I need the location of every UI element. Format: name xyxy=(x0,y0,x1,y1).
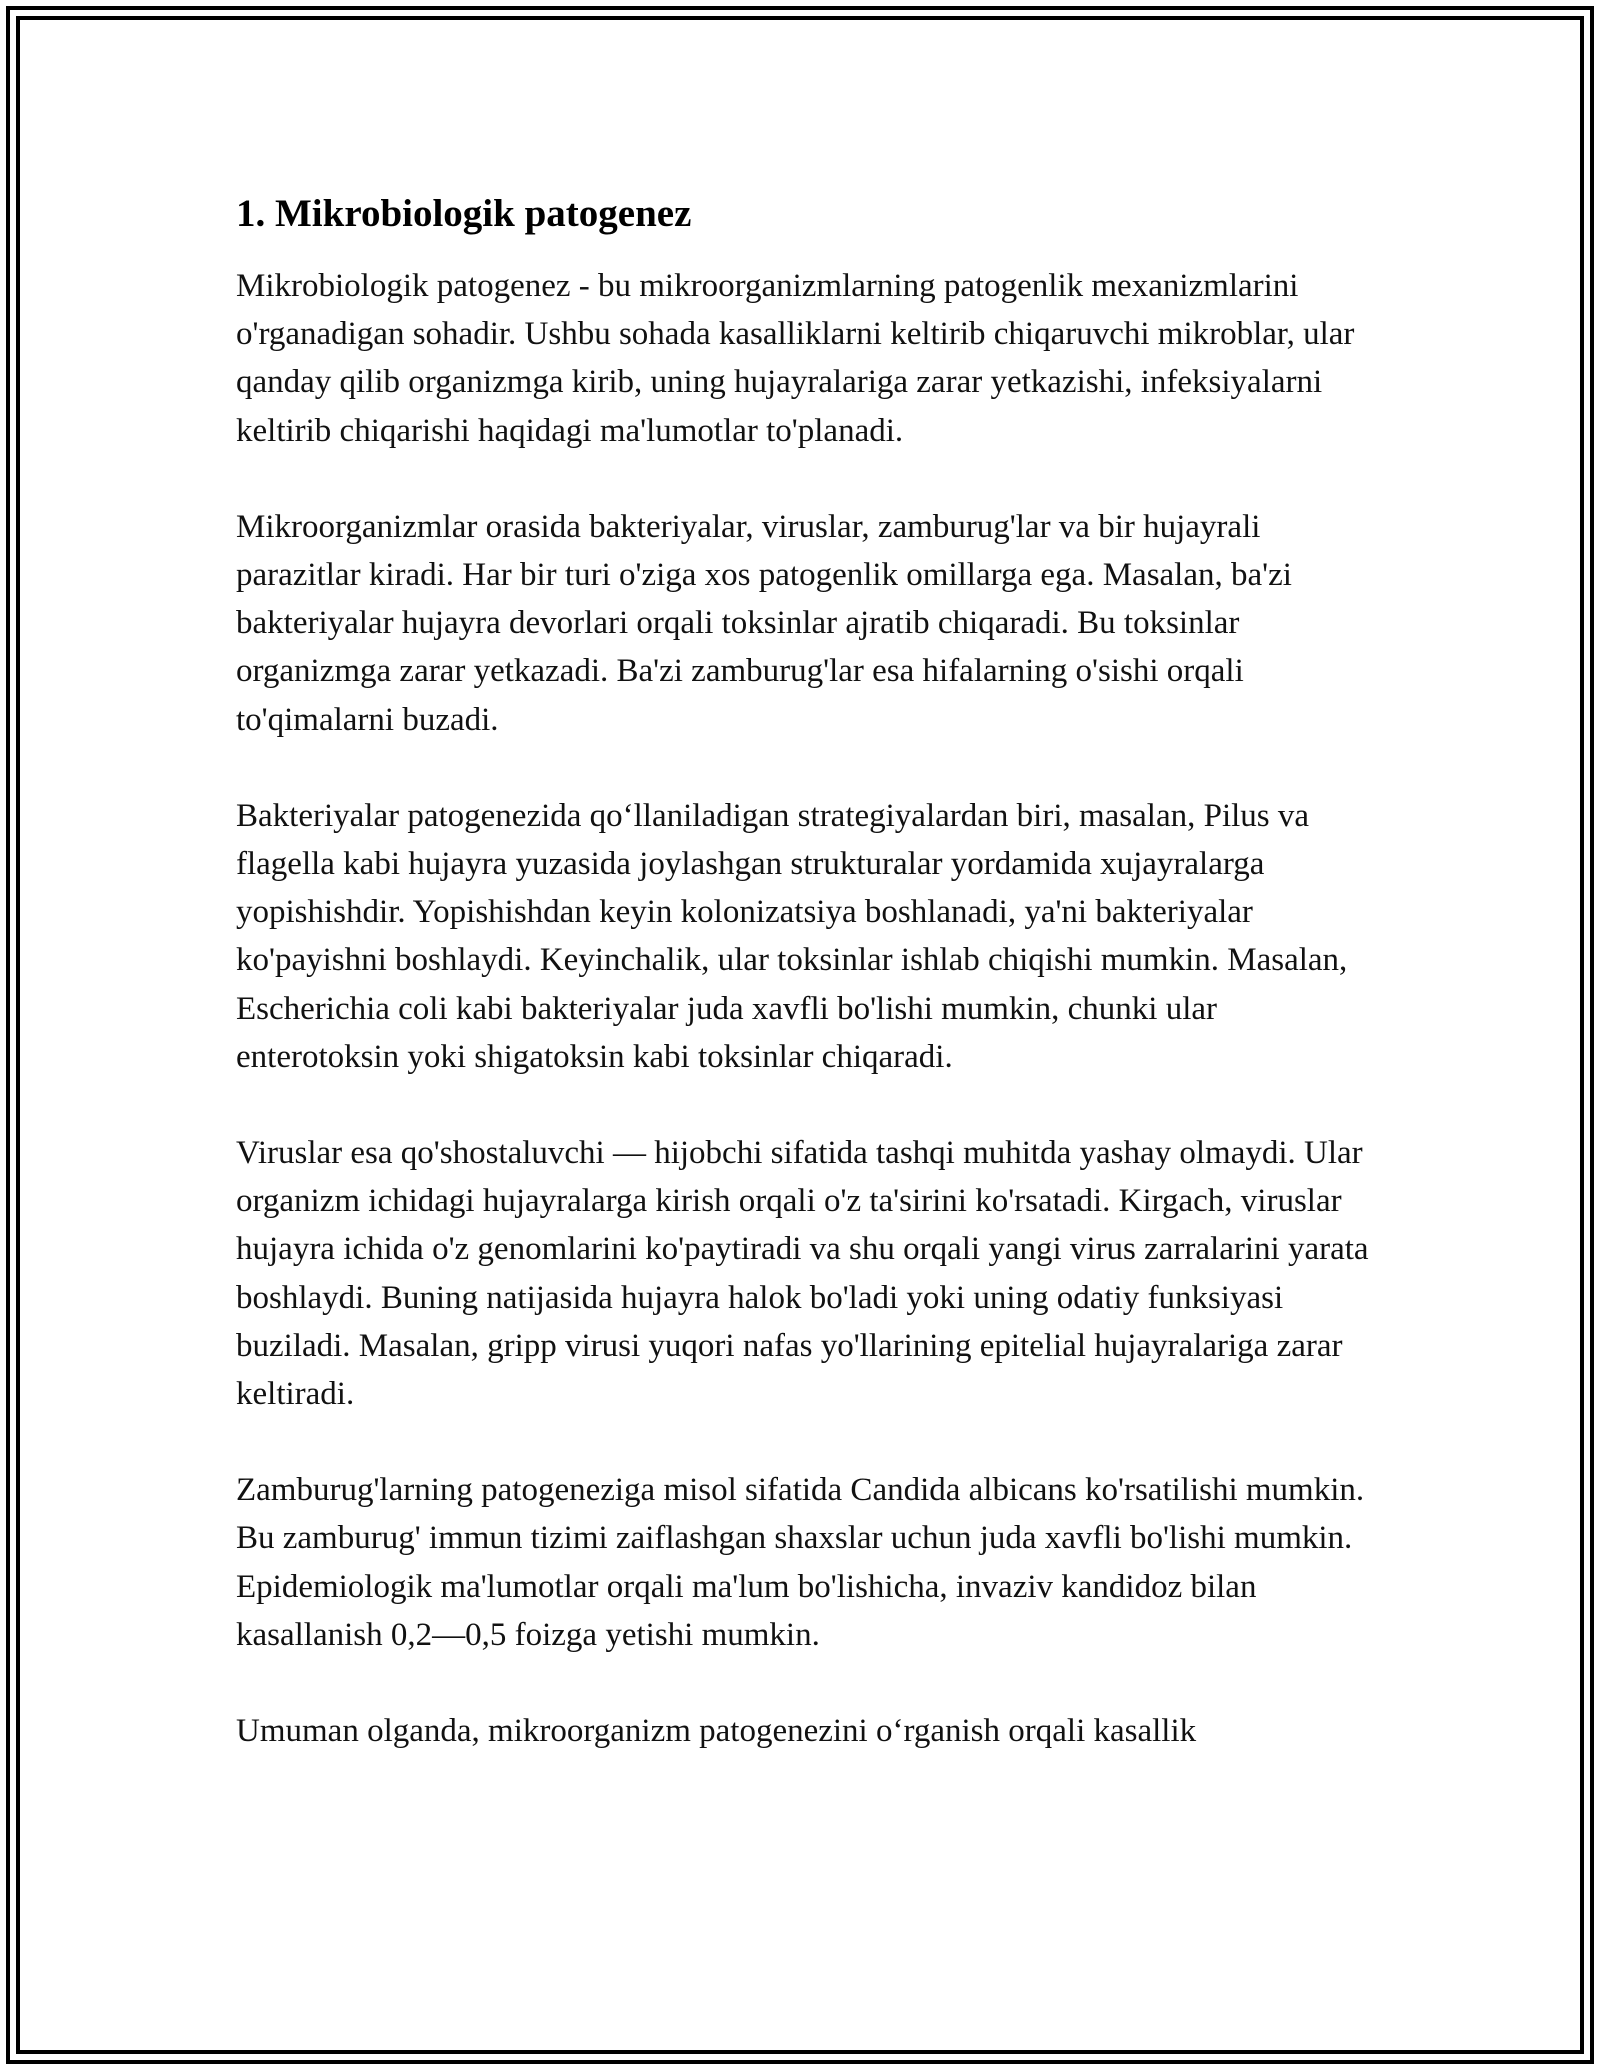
paragraph: Zamburug'larning patogeneziga misol sifatida Candida albicans ko'rsatilishi mumkin. Bu zamburug' immun tizimi zaiflashgan shaxslar uchun juda xavfli bo'lishi mumkin. Epidemiologik ma'lumotlar orqali ma'lum bo'lishicha, invaziv kandidoz bilan kasallanish 0,2—0,5 foizga yetishi mumkin. xyxy=(236,1472,1365,1653)
paragraph: Bakteriyalar patogenezida qo‘llaniladigan strategiyalardan biri, masalan, Pilus va flagella kabi hujayra yuzasida joylashgan strukturalar yordamida xujayralarga yopishishdir. Yopishishdan keyin kolonizatsiya boshlanadi, ya'ni bakteriyalar ko'payishni boshlaydi. Keyinchalik, ular toksinlar ishlab chiqishi mumkin. Masalan, Escherichia coli kabi bakteriyalar juda xavfli bo'lishi mumkin, chunki ular enterotoksin yoki shigatoksin kabi toksinlar chiqaradi. xyxy=(236,797,1348,1075)
section-heading: 1. Mikrobiologik patogenez xyxy=(236,192,692,235)
paragraph: Mikrobiologik patogenez - bu mikroorganizmlarning patogenlik mexanizmlarini o'rganadigan sohadir. Ushbu sohada kasalliklarni keltirib chiqaruvchi mikroblar, ular qanday qilib organizmga kirib, uning hujayralariga zarar yetkazishi, infeksiyalarni keltirib chiqarishi haqidagi ma'lumotlar to'planadi. xyxy=(236,268,1355,449)
document-body xyxy=(236,186,1386,1803)
paragraph: Mikroorganizmlar orasida bakteriyalar, viruslar, zamburug'lar va bir hujayrali parazitlar kiradi. Har bir turi o'ziga xos patogenlik omillarga ega. Masalan, ba'zi bakteriyalar hujayra devorlari orqali toksinlar ajratib chiqaradi. Bu toksinlar organizmga zarar yetkazadi. Ba'zi zamburug'lar esa hifalarning o'sishi orqali to'qimalarni buzadi. xyxy=(236,508,1292,738)
paragraph: Umuman olganda, mikroorganizm patogenezini o‘rganish orqali kasallik xyxy=(236,1713,1197,1750)
paragraph: Viruslar esa qo'shostaluvchi — hijobchi sifatida tashqi muhitda yashay olmaydi. Ular organizm ichidagi hujayralarga kirish orqali o'z ta'sirini ko'rsatadi. Kirgach, viruslar hujayra ichida o'z genomlarini ko'paytiradi va shu orqali yangi virus zarralarini yarata boshlaydi. Buning natijasida hujayra halok bo'ladi yoki uning odatiy funksiyasi buziladi. Masalan, gripp virusi yuqori nafas yo'llarining epitelial hujayralariga zarar keltiradi. xyxy=(236,1135,1369,1413)
